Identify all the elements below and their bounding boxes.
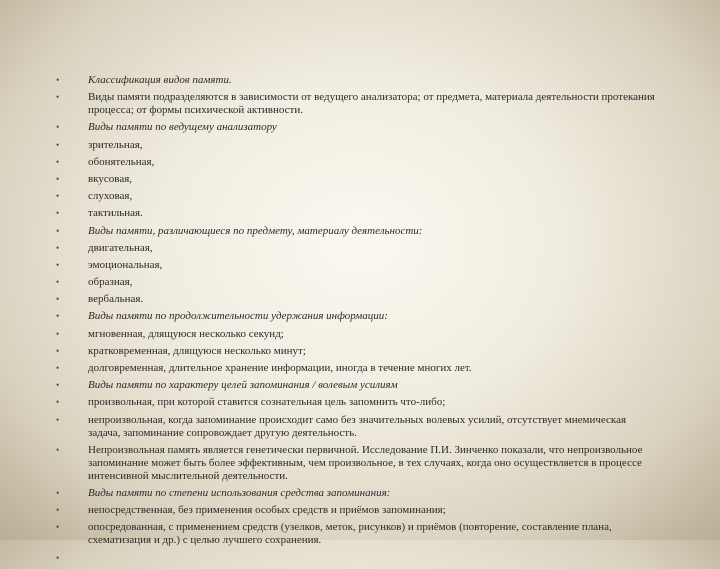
list-item: • Виды памяти по характеру целей запоминания / волевым усилиям: [56, 379, 656, 392]
list-item: • зрительная,: [56, 139, 656, 152]
list-item-empty: [56, 552, 656, 565]
list-item: • кратковременная, длящуюся несколько минут;: [56, 345, 656, 358]
list-item: • вкусовая,: [56, 173, 656, 186]
list-item: • Виды памяти по продолжительности удержания информации:: [56, 310, 656, 323]
list-item: • мгновенная, длящуюся несколько секунд;: [56, 328, 656, 341]
list-item: • эмоциональная,: [56, 259, 656, 272]
list-item: • Виды памяти подразделяются в зависимости от ведущего анализатора; от предмета, материала деятельности протекания процесса; от формы психической активности.: [56, 91, 656, 117]
list-item: • двигательная,: [56, 242, 656, 255]
list-item: • обонятельная,: [56, 156, 656, 169]
list-item: • долговременная, длительное хранение информации, иногда в течение многих лет.: [56, 362, 656, 375]
list-item: • непосредственная, без применения особых средств и приёмов запоминания;: [56, 504, 656, 517]
list-item: • Непроизвольная память является генетически первичной. Исследование П.И. Зинченко показали, что непроизвольное запоминание может быть более эффективным, чем произвольное, в тех случаях, когда оно осуществляется в процессе интенсивной мыслительной деятельности.: [56, 444, 656, 483]
list-item: • Виды памяти по ведущему анализатору: [56, 121, 656, 134]
list-item: • произвольная, при которой ставится сознательная цель запомнить что-либо;: [56, 396, 656, 409]
bullet-list: [56, 74, 656, 569]
list-item: • тактильная.: [56, 207, 656, 220]
list-item: • Виды памяти, различающиеся по предмету, материалу деятельности:: [56, 225, 656, 238]
list-item: • образная,: [56, 276, 656, 289]
list-item: • слуховая,: [56, 190, 656, 203]
list-item: • опосредованная, с применением средств (узелков, меток, рисунков) и приёмов (повторение, составление плана, схематизация и др.) с целью лучшего сохранения.: [56, 521, 656, 547]
list-item: • вербальная.: [56, 293, 656, 306]
list-item: • Виды памяти по степени использования средства запоминания:: [56, 487, 656, 500]
list-item: • Классификация видов памяти.: [56, 74, 656, 87]
list-item: • непроизвольная, когда запоминание происходит само без значительных волевых усилий, отсутствует мнемическая задача, запоминание сопровождает другую деятельность.: [56, 414, 656, 440]
